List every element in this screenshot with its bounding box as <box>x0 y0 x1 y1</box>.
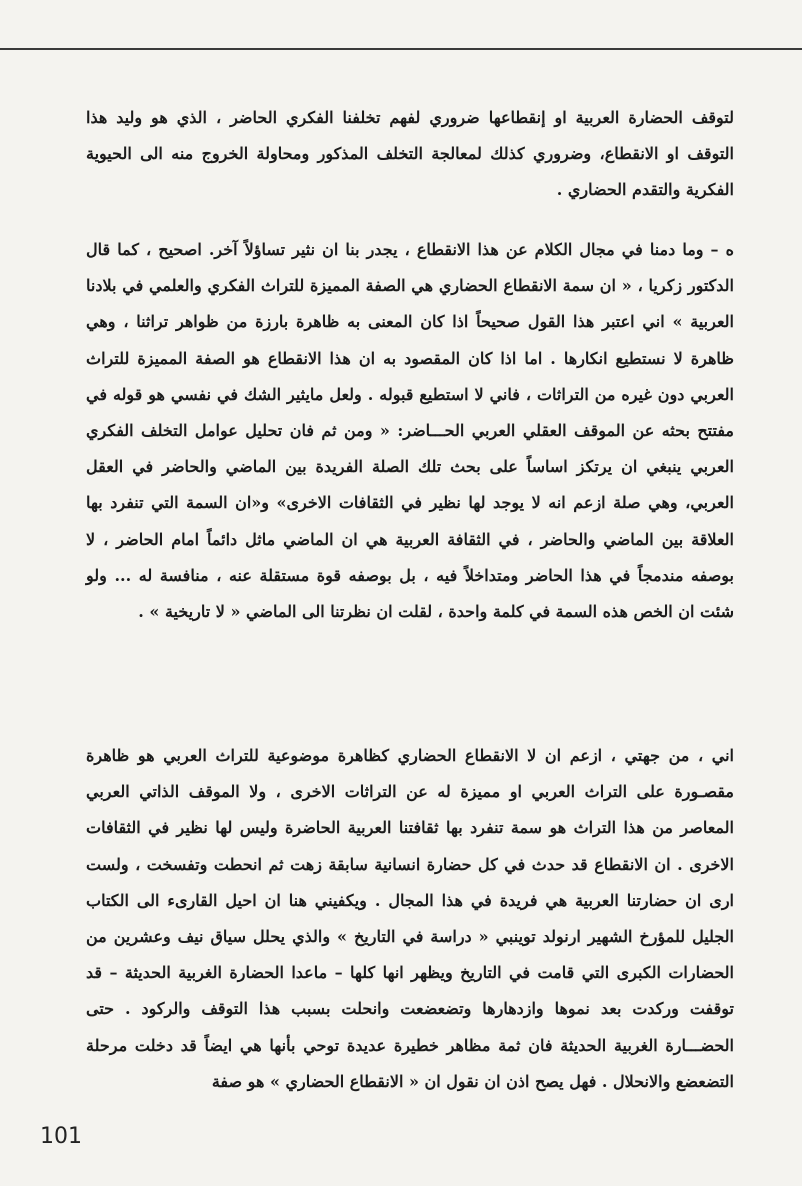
header-rule <box>0 48 802 50</box>
paragraph-text: اني ، من جهتي ، ازعم ان لا الانقطاع الحضاري كظاهرة موضوعية للتراث العربي هو ظاهرة مقصـورة على التراث العربي او مميزة له عن التراثات الاخرى ، ولا الموقف الذاتي العربي المعاصر من هذا التراث هو سمة تنفرد بها ثقافتنا العربية الحاضرة وليس لها نظير في الثقافات الاخرى . ان الانقطاع قد حدث في كل حضارة انسانية سابقة زهت ثم انحطت وتفسخت ، ولست ارى ان حضارتنا العربية هي فريدة في هذا المجال . ويكفيني هنا ان احيل القارىء الى الكتاب الجليل للمؤرخ الشهير ارنولد توينبي « دراسة في التاريخ » والذي يحلل سياق نيف وعشرين من الحضارات الكبرى التي قامت في التاريخ ويظهر انها كلها – ماعدا الحضارة الغربية الحديثة – قد توقفت وركدت بعد نموها وازدهارها وتضعضعت وانحلت بسبب هذا التوقف والركود . حتى الحضـــارة الغربية الحديثة فان ثمة مظاهر خطيرة عديدة توحي بأنها هي ايضاً قد دخلت مرحلة التضعضع والانحلال . فهل يصح اذن ان نقول ان « الانقطاع الحضاري » هو صفة <box>86 746 735 1091</box>
paragraph-text: لتوقف الحضارة العربية او إنقطاعها ضروري لفهم تخلفنا الفكري الحاضر ، الذي هو وليد هذا التوقف او الانقطاع، وضروري كذلك لمعالجة التخلف المذكور ومحاولة الخروج منه الى الحيوية الفكرية والتقدم الحضاري . <box>86 108 735 200</box>
paragraph-text: ه – وما دمنا في مجال الكلام عن هذا الانقطاع ، يجدر بنا ان نثير تساؤلاً آخر. اصحيح ، كما قال الدكتور زكريا ، « ان سمة الانقطاع الحضاري هي الصفة المميزة للتراث الفكري والعلمي في بلادنا العربية » اني اعتبر هذا القول صحيحاً اذا كان المعنى به ظاهرة بارزة من ظواهر تراثنا ، وهي ظاهرة لا نستطيع انكارها . اما اذا كان المقصود به ان هذا الانقطاع هو الصفة المميزة للتراث العربي دون غيره من التراثات ، فاني لا استطيع قبوله . ولعل مايثير الشك في نفسي هو قوله في مفتتح بحثه عن الموقف العقلي العربي الحـــاضر: « ومن ثم فان تحليل عوامل التخلف الفكري العربي ينبغي ان يرتكز اساساً على بحث تلك الصلة الفريدة بين الماضي والحاضر في العقل العربي، وهي صلة ازعم انه لا يوجد لها نظير في الثقافات الاخرى» و«ان السمة التي تنفرد بها العلاقة بين الماضي والحاضر ، في الثقافة العربية هي ان الماضي ماثل دائماً امام الحاضر ، لا بوصفه مندمجاً في هذا الحاضر ومتداخلاً فيه ، بل بوصفه قوة مستقلة عنه ، منافسة له ... ولو شئت ان الخص هذه السمة في كلمة واحدة ، لقلت ان نظرتنا الى الماضي « لا تاريخية » . <box>86 240 735 622</box>
paragraph-3 <box>86 738 734 1100</box>
page-number: 101 <box>40 1124 82 1149</box>
paragraph-1 <box>86 100 734 209</box>
paragraph-2 <box>86 232 734 630</box>
